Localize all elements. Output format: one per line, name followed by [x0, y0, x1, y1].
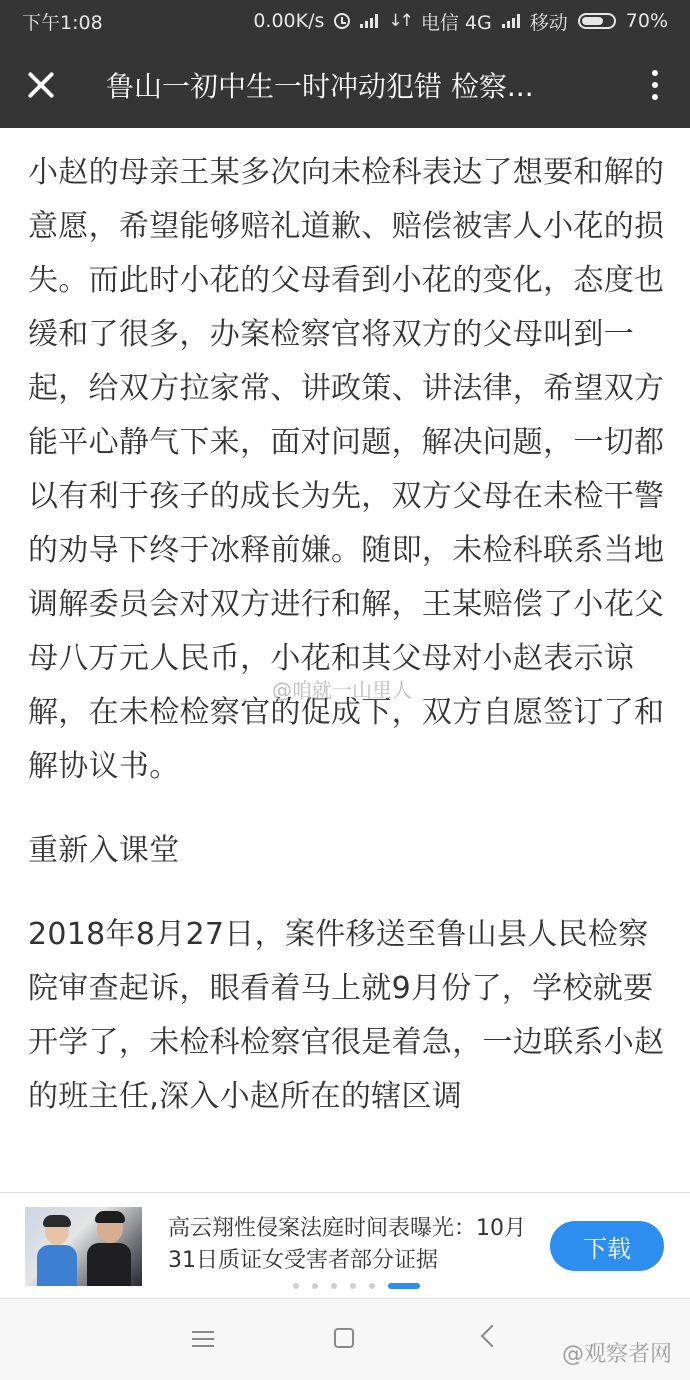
- home-icon[interactable]: [334, 1328, 354, 1348]
- ad-banner[interactable]: [0, 1192, 690, 1297]
- article-paragraph-2: 2018年8月27日，案件移送至鲁山县人民检察院审查起诉，眼看着马上就9月份了，学校就要开学了，未检科检察官很是着急，一边联系小赵的班主任,深入小赵所在的辖区调: [28, 917, 665, 1114]
- article-paragraph-1: 小赵的母亲王某多次向未检科表达了想要和解的意愿，希望能够赔礼道歉、赔偿被害人小花的损失。而此时小花的父母看到小花的变化，态度也缓和了很多，办案检察官将双方的父母叫到一起，给双方拉家常、讲政策、讲法律，希望双方能平心静气下来，面对问题，解决问题，一切都以有利于孩子的成长为先，双方父母在未检干警的劝导下终于冰释前嫌。随即，未检科联系当地调解委员会对双方进行和解，王某赔偿了小花父母八万元人民币，小花和其父母对小赵表示谅解，在未检检察官的促成下，双方自愿签订了和解协议书。: [28, 155, 665, 784]
- carrier-2: 移动: [529, 11, 568, 34]
- carousel-dot: [369, 1283, 375, 1289]
- weibo-watermark-middle: @咱就一山里人: [272, 678, 412, 702]
- battery-icon: [578, 13, 616, 29]
- back-icon[interactable]: [481, 1325, 504, 1348]
- carousel-dot: [331, 1283, 337, 1289]
- signal-icon-2: [502, 14, 520, 28]
- carousel-indicator: [0, 1283, 690, 1293]
- section-heading: 重新入课堂: [28, 833, 180, 868]
- more-options-icon[interactable]: [640, 63, 670, 107]
- ad-headline[interactable]: 高云翔性侵案法庭时间表曝光：10月31日质证女受害者部分证据: [168, 1216, 526, 1273]
- weibo-watermark-bottom: @观察者网: [562, 1342, 673, 1367]
- ad-person-left: [37, 1217, 77, 1286]
- status-indicators: [253, 8, 668, 35]
- status-time: 下午1:08: [22, 11, 103, 34]
- menu-icon[interactable]: [192, 1329, 214, 1349]
- battery-fill: [582, 17, 603, 25]
- carousel-dot: [293, 1283, 299, 1289]
- signal-icon: [360, 14, 378, 28]
- status-bar: [0, 0, 690, 42]
- carousel-dot: [350, 1283, 356, 1289]
- download-button[interactable]: 下载: [550, 1221, 664, 1271]
- ad-thumbnail[interactable]: [25, 1207, 142, 1286]
- ad-person-right: [87, 1213, 131, 1286]
- close-icon[interactable]: [20, 63, 64, 107]
- title-bar: [0, 42, 690, 128]
- net-speed: 0.00K/s: [253, 10, 325, 32]
- alarm-icon: [334, 13, 350, 29]
- carrier-1: 电信 4G: [420, 11, 492, 34]
- page-title: 鲁山一初中生一时冲动犯错 检察...: [106, 70, 534, 103]
- data-transfer-icon: ↓↑: [388, 11, 411, 31]
- article-body: [28, 146, 668, 1154]
- battery-percent: 70%: [625, 10, 668, 32]
- carousel-dot: [388, 1283, 420, 1289]
- carousel-dot: [312, 1283, 318, 1289]
